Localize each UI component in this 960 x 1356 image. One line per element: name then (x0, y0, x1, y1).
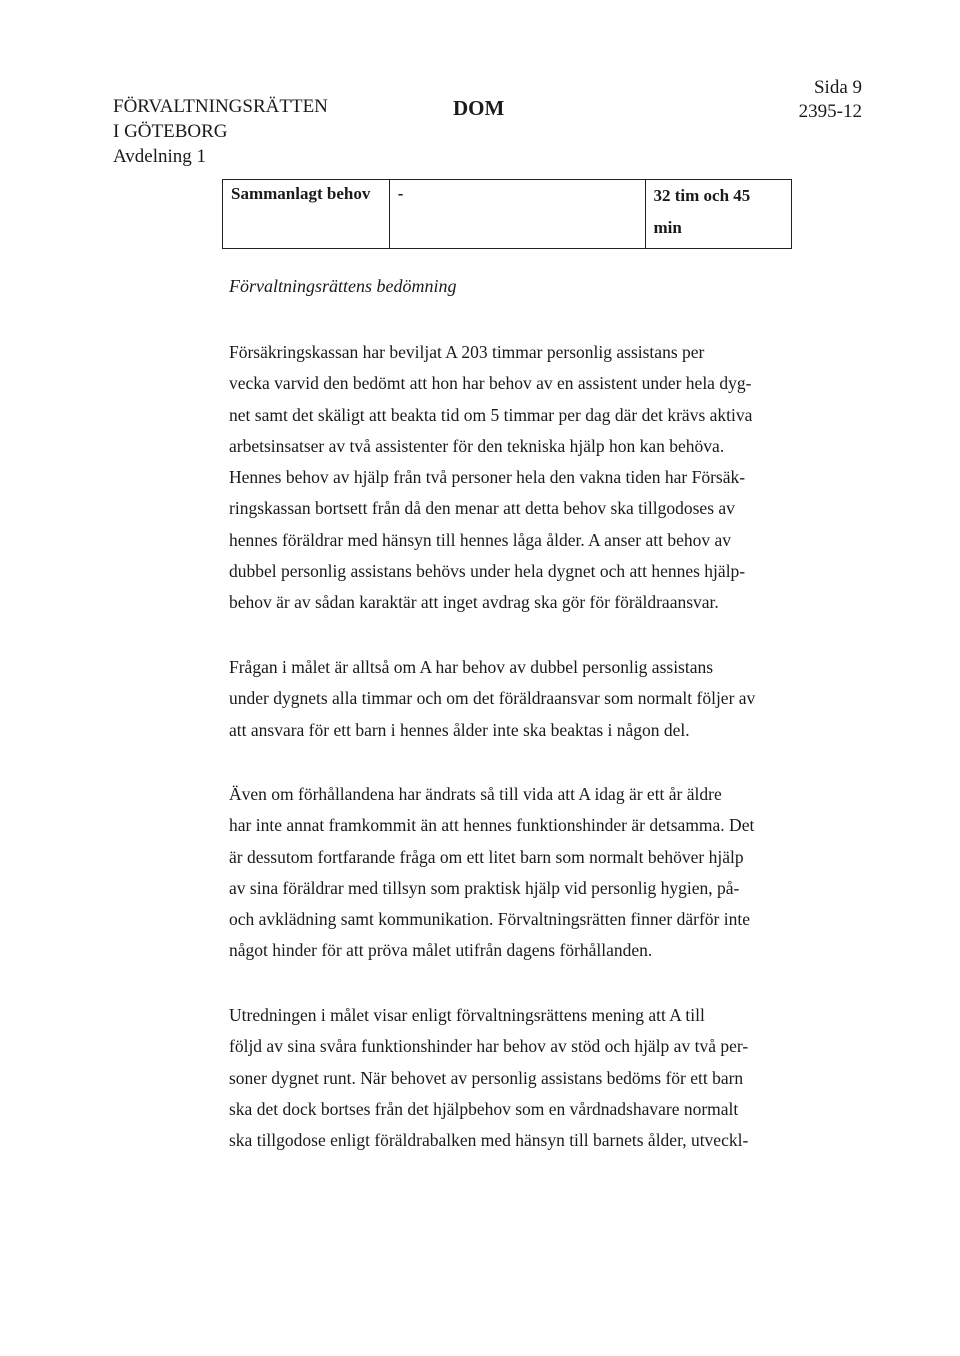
summary-label: Sammanlagt behov (223, 180, 390, 249)
text-line: har inte annat framkommit än att hennes funktionshinder är detsamma. Det (229, 815, 755, 836)
table-row (223, 180, 792, 249)
text-line: något hinder för att pröva målet utifrån dagens förhållanden. (229, 940, 653, 961)
text-line: Försäkringskassan har beviljat A 203 timmar personlig assistans per (229, 342, 705, 362)
text-line: under dygnets alla timmar och om det föräldraansvar som normalt följer av (229, 688, 756, 709)
case-number: 2395-12 (798, 101, 862, 122)
page-number: Sida 9 (813, 77, 862, 98)
text-line: Hennes behov av hjälp från två personer hela den vakna tiden har Försäk- (229, 467, 746, 488)
text-line: följd av sina svåra funktionshinder har behov av stöd och hjälp av två per- (229, 1036, 749, 1057)
text-line: av sina föräldrar med tillsyn som praktisk hjälp vid personlig hygien, på- (229, 877, 740, 898)
text-line: arbetsinsatser av två assistenter för den tekniska hjälp hon kan behöva. (229, 435, 725, 456)
text-line: behov är av sådan karaktär att inget avdrag ska gör för föräldraansvar. (229, 592, 719, 613)
text-line: är dessutom fortfarande fråga om ett litet barn som normalt behöver hjälp (229, 846, 744, 867)
paragraph (229, 1000, 789, 1156)
text-line: Även om förhållandena har ändrats så till vida att A idag är ett år äldre (229, 784, 722, 804)
text-line: ska det dock bortses från det hjälpbehov som en vårdnadshavare normalt (229, 1098, 739, 1119)
text-line: Frågan i målet är alltså om A har behov av dubbel personlig assistans (229, 657, 714, 677)
paragraph (229, 779, 789, 967)
summary-dash: - (389, 180, 645, 249)
paragraph (229, 337, 789, 619)
text-line: hennes föräldrar med hänsyn till hennes låga ålder. A anser att behov av (229, 529, 731, 550)
court-division: Avdelning 1 (113, 146, 207, 167)
text-line: ringskassan bortsett från då den menar att detta behov ska tillgodoses av (229, 498, 735, 519)
summary-value-line2: min (653, 218, 682, 237)
text-line: ska tillgodose enligt föräldrabalken med hänsyn till barnets ålder, utveckl- (229, 1130, 749, 1151)
court-header (113, 94, 328, 169)
summary-value-line1: 32 tim och 45 (653, 186, 751, 205)
text-line: soner dygnet runt. När behovet av personlig assistans bedöms för ett barn (229, 1067, 744, 1088)
text-line: vecka varvid den bedömt att hon har behov av en assistent under hela dyg- (229, 373, 752, 394)
assessment-heading: Förvaltningsrättens bedömning (229, 276, 457, 296)
text-line: och avklädning samt kommunikation. Förvaltningsrätten finner därför inte (229, 909, 750, 930)
text-line: dubbel personlig assistans behövs under hela dygnet och att hennes hjälp- (229, 561, 746, 582)
summary-value (645, 180, 792, 249)
text-line: att ansvara för ett barn i hennes ålder inte ska beaktas i någon del. (229, 719, 690, 740)
paragraph (229, 652, 789, 746)
page-info (799, 76, 862, 124)
summary-table (222, 179, 792, 249)
court-city: I GÖTEBORG (113, 121, 228, 142)
document-type: DOM (453, 96, 505, 120)
text-line: net samt det skäligt att beakta tid om 5 timmar per dag där det krävs aktiva (229, 404, 753, 425)
court-name: FÖRVALTNINGSRÄTTEN (113, 96, 328, 117)
text-line: Utredningen i målet visar enligt förvaltningsrättens mening att A till (229, 1005, 705, 1025)
